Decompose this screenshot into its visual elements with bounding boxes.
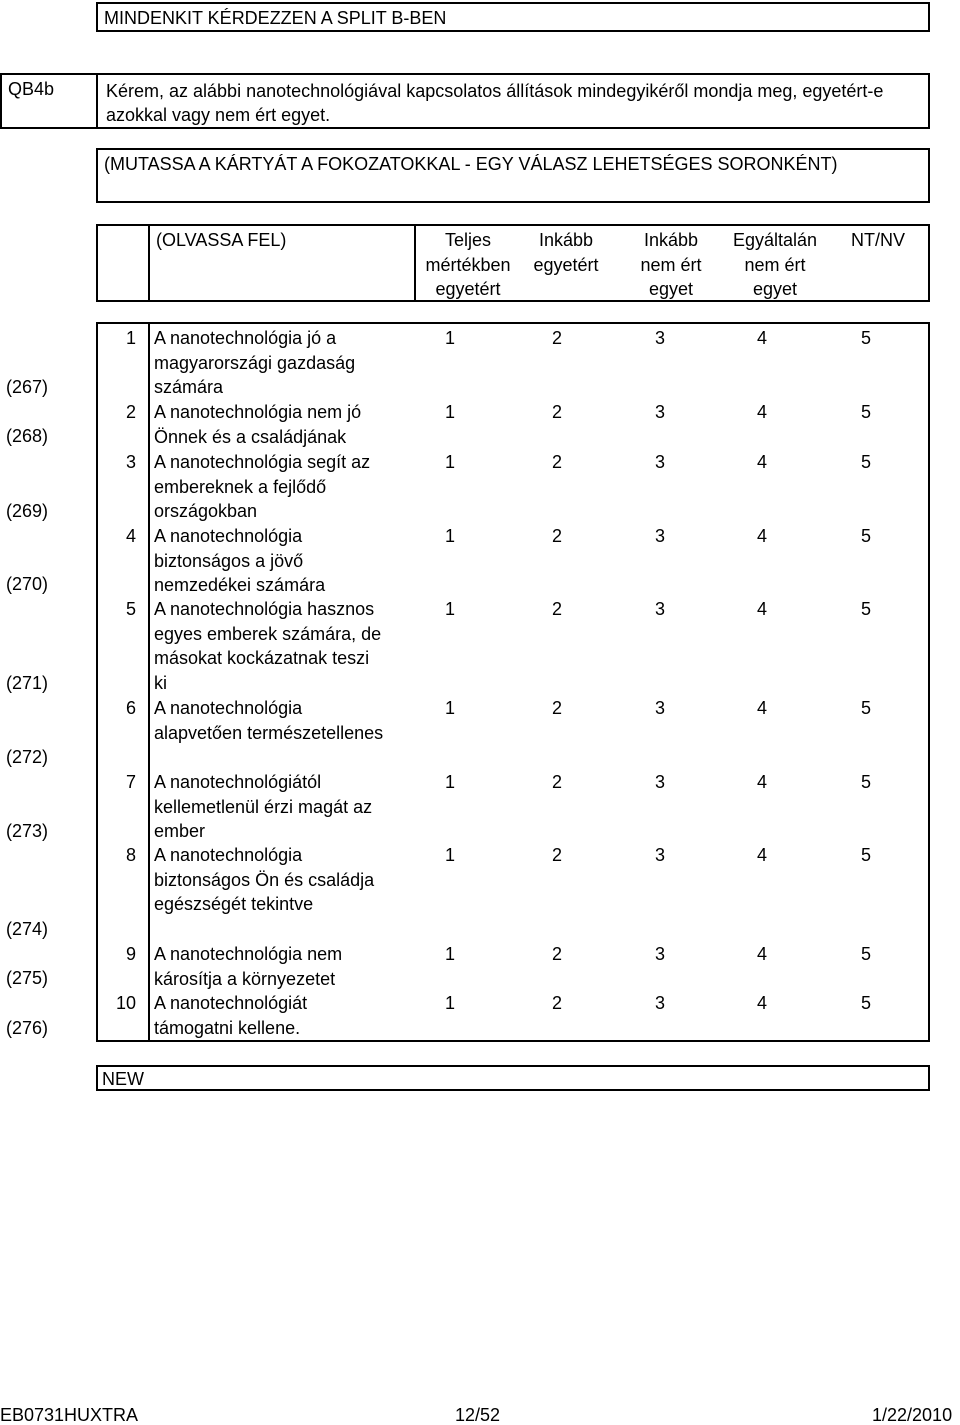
statement-line: támogatni kellene. (154, 1017, 301, 1038)
show-card-instruction-box (96, 148, 930, 203)
footer-date: 1/22/2010 (872, 1405, 953, 1425)
row-code: (267) (6, 377, 49, 397)
scale-option[interactable]: 5 (860, 328, 871, 348)
header-line: NT/NV (851, 230, 905, 250)
footer-page: 12/52 (455, 1405, 501, 1425)
statement-line: országokban (154, 501, 258, 521)
statement-line: A nanotechnológia (154, 698, 303, 718)
row-statement (154, 991, 410, 1040)
statement-line: A nanotechnológia nem (154, 944, 343, 964)
header-line: egyet (648, 279, 694, 299)
question-divider (96, 75, 98, 127)
scale-option[interactable]: 2 (551, 845, 562, 865)
scale-option[interactable]: 1 (444, 845, 455, 865)
statement-line: számára (154, 377, 224, 397)
scale-option[interactable]: 5 (860, 599, 871, 619)
row-code: (270) (6, 574, 49, 594)
row-statement (154, 400, 410, 449)
row-code: (269) (6, 501, 49, 521)
row-number: 9 (125, 944, 136, 964)
statement-line: ki (154, 672, 167, 693)
scale-option[interactable]: 1 (444, 599, 455, 619)
row-code: (275) (6, 968, 49, 988)
row-number: 7 (125, 772, 136, 792)
scale-option[interactable]: 3 (654, 452, 665, 472)
statement-line: egyes emberek számára, de (154, 623, 382, 644)
scale-option[interactable]: 5 (860, 993, 871, 1013)
header-line: egyet (752, 279, 798, 299)
scale-option[interactable]: 3 (654, 328, 665, 348)
scale-option[interactable]: 5 (860, 772, 871, 792)
row-number: 10 (115, 993, 136, 1013)
row-code: (274) (6, 919, 49, 939)
header-tend-agree (522, 228, 610, 277)
row-code: (272) (6, 747, 49, 767)
scale-option[interactable]: 2 (551, 328, 562, 348)
row-code: (268) (6, 426, 49, 446)
statement-line: A nanotechnológiától (154, 772, 322, 792)
scale-option[interactable]: 3 (654, 698, 665, 718)
scale-option[interactable]: 2 (551, 526, 562, 546)
statement-line: biztonságos Ön és családja (154, 869, 375, 890)
body-separator (148, 324, 150, 1040)
scale-option[interactable]: 5 (860, 402, 871, 422)
scale-option[interactable]: 4 (756, 845, 767, 865)
row-number: 8 (125, 845, 136, 865)
scale-option[interactable]: 1 (444, 452, 455, 472)
statement-line: károsítja a környezetet (154, 968, 336, 989)
scale-option[interactable]: 4 (756, 452, 767, 472)
header-line: mértékben (425, 254, 511, 275)
statement-line: A nanotechnológia (154, 845, 303, 865)
statement-line: A nanotechnológia segít az (154, 452, 371, 472)
scale-option[interactable]: 2 (551, 772, 562, 792)
header-line: egyetért (533, 254, 599, 275)
scale-option[interactable]: 5 (860, 845, 871, 865)
statement-line: alapvetően természetellenes (154, 722, 384, 743)
scale-option[interactable]: 3 (654, 599, 665, 619)
scale-option[interactable]: 3 (654, 845, 665, 865)
header-line: Teljes (444, 230, 492, 250)
scale-option[interactable]: 5 (860, 452, 871, 472)
statement-line: ember (154, 821, 206, 841)
scale-option[interactable]: 4 (756, 328, 767, 348)
new-label: NEW (102, 1069, 144, 1089)
statement-line: másokat kockázatnak teszi (154, 648, 370, 668)
scale-option[interactable]: 1 (444, 993, 455, 1013)
scale-option[interactable]: 1 (444, 526, 455, 546)
scale-option[interactable]: 2 (551, 452, 562, 472)
statement-line: embereknek a fejlődő (154, 476, 327, 497)
scale-option[interactable]: 4 (756, 698, 767, 718)
statement-line: Önnek és a családjának (154, 426, 347, 447)
row-code: (273) (6, 821, 49, 841)
scale-option[interactable]: 2 (551, 402, 562, 422)
row-number: 3 (125, 452, 136, 472)
scale-option[interactable]: 4 (756, 944, 767, 964)
answer-header (96, 224, 930, 302)
header-separator (148, 226, 150, 300)
row-statement (154, 597, 410, 695)
row-number: 2 (125, 402, 136, 422)
row-statement (154, 942, 410, 991)
statement-line: A nanotechnológia hasznos (154, 599, 375, 619)
scale-option[interactable]: 5 (860, 698, 871, 718)
header-line: nem ért (640, 254, 702, 275)
row-statement (154, 770, 410, 844)
statement-line: magyarországi gazdaság (154, 352, 356, 373)
scale-option[interactable]: 1 (444, 402, 455, 422)
scale-option[interactable]: 1 (444, 944, 455, 964)
scale-option[interactable]: 2 (551, 944, 562, 964)
row-statement (154, 450, 410, 524)
row-statement (154, 696, 410, 745)
scale-option[interactable]: 1 (444, 328, 455, 348)
header-line: Inkább (538, 230, 594, 250)
statement-line: A nanotechnológiát (154, 993, 308, 1013)
split-instruction-box (96, 2, 930, 32)
scale-option[interactable]: 2 (551, 993, 562, 1013)
header-line: nem ért (744, 254, 806, 275)
header-dk (828, 228, 928, 253)
question-text: Kérem, az alábbi nanotechnológiával kapcsolatos állítások mindegyikéről mondja meg, egyetért-e azokkal vagy nem ért egyet. (106, 81, 884, 125)
row-statement (154, 843, 410, 917)
question-code: QB4b (8, 79, 55, 99)
statement-line: A nanotechnológia nem jó (154, 402, 362, 422)
scale-option[interactable]: 4 (756, 526, 767, 546)
row-statement (154, 326, 410, 400)
row-code: (276) (6, 1018, 49, 1038)
footer-doc-id: EB0731HUXTRA (0, 1405, 139, 1425)
header-line: Egyáltalán (732, 230, 818, 250)
scale-option[interactable]: 3 (654, 772, 665, 792)
statement-line: nemzedékei számára (154, 575, 326, 595)
header-line: Inkább (643, 230, 699, 250)
statement-line: egészségét tekintve (154, 894, 314, 914)
statement-line: biztonságos a jövő (154, 550, 304, 571)
header-totally-disagree (716, 228, 834, 302)
statement-line: A nanotechnológia (154, 526, 303, 546)
header-fully-agree (414, 228, 522, 302)
scale-option[interactable]: 4 (756, 599, 767, 619)
scale-option[interactable]: 4 (756, 993, 767, 1013)
row-code: (271) (6, 673, 49, 693)
new-box (96, 1065, 930, 1091)
row-number: 4 (125, 526, 136, 546)
scale-option[interactable]: 2 (551, 698, 562, 718)
read-out-label: (OLVASSA FEL) (156, 230, 287, 250)
scale-option[interactable]: 5 (860, 944, 871, 964)
show-card-instruction: (MUTASSA A KÁRTYÁT A FOKOZATOKKAL - EGY VÁLASZ LEHETSÉGES SORONKÉNT) (104, 154, 838, 174)
scale-option[interactable]: 1 (444, 698, 455, 718)
scale-option[interactable]: 1 (444, 772, 455, 792)
scale-option[interactable]: 3 (654, 526, 665, 546)
scale-option[interactable]: 3 (654, 402, 665, 422)
scale-option[interactable]: 4 (756, 402, 767, 422)
scale-option[interactable]: 5 (860, 526, 871, 546)
scale-option[interactable]: 4 (756, 772, 767, 792)
header-line: egyetért (435, 279, 501, 299)
statement-line: A nanotechnológia jó a (154, 328, 337, 348)
row-number: 6 (125, 698, 136, 718)
row-number: 1 (125, 328, 136, 348)
row-number: 5 (125, 599, 136, 619)
scale-option[interactable]: 2 (551, 599, 562, 619)
statement-line: kellemetlenül érzi magát az (154, 796, 373, 817)
split-instruction: MINDENKIT KÉRDEZZEN A SPLIT B-BEN (104, 8, 447, 28)
question-box (0, 73, 930, 129)
scale-option[interactable]: 3 (654, 944, 665, 964)
scale-option[interactable]: 3 (654, 993, 665, 1013)
row-statement (154, 524, 410, 598)
header-tend-disagree (616, 228, 726, 302)
